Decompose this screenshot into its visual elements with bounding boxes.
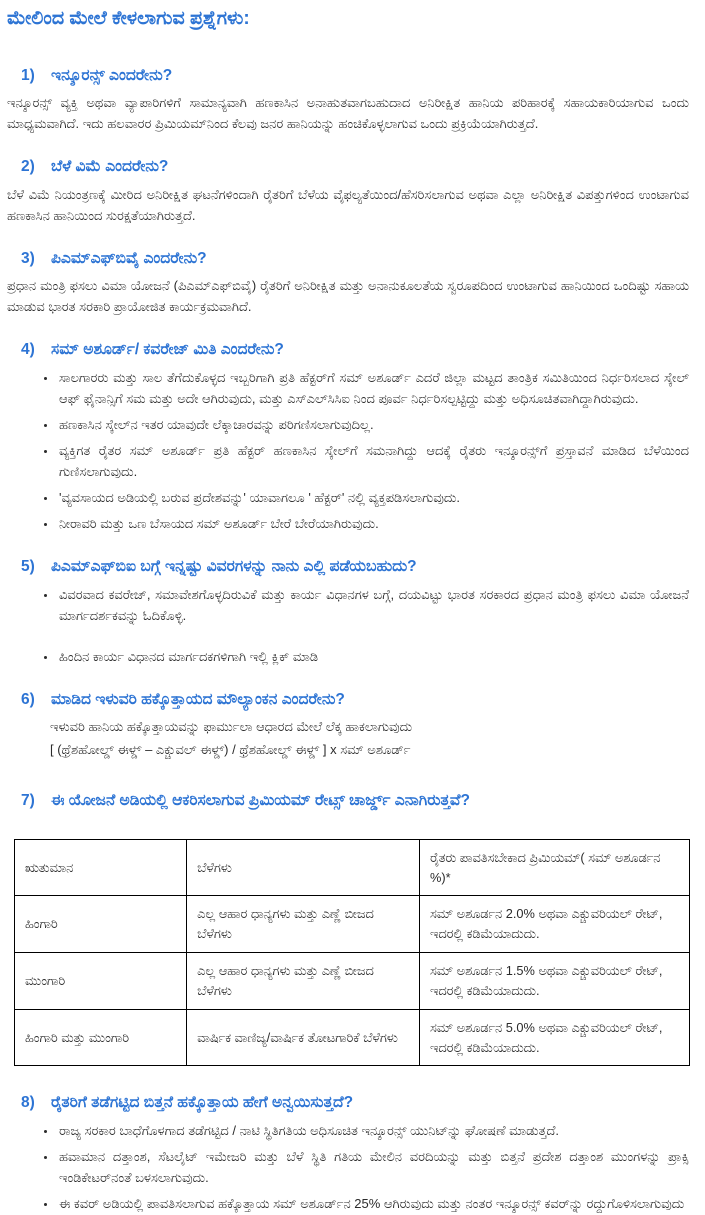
bullet-item: • ವ್ಯಕ್ತಿಗತ ರೈತರ ಸಮ್ ಅಶೂರ್ಡ್ ಪ್ರತಿ ಹೆಕ್ಟರ್ ಹಣಕಾಸಿನ ಸ್ಕೇಲ್‌ಗೆ ಸಮನಾಗಿದ್ದು ಆದಕ್ಕೆ ರೈತರು ಇನ್ಶೂರನ್ಸ್‌ಗೆ ಪ್ರಸ್ತಾವನೆ ಮಾಡಿದ ಬೆಳೆಯಿಂದ ಗುಣಿಸಲಾಗುವುದು.: [57, 440, 689, 482]
question-4-heading: [21, 339, 689, 361]
question-6-section: [7, 689, 689, 761]
question-number: 1): [21, 66, 35, 84]
premium-rates-table: [14, 839, 690, 1067]
table-row: [15, 896, 690, 953]
question-number: 4): [21, 341, 35, 359]
question-6-heading: [21, 689, 689, 711]
table-cell-premium: ಸಮ್ ಅಶೂರ್ಡನ 2.0% ಅಥವಾ ಎಕ್ಚುವರಿಯಲ್ ರೇಟ್, ಇದರಲ್ಲಿ ಕಡಿಮೆಯಾದುದು.: [420, 896, 690, 953]
table-cell-crops: ಎಲ್ಲ ಆಹಾರ ಧಾನ್ಯಗಳು ಮತ್ತು ಎಣ್ಣೆ ಬೀಜದ ಬೆಳೆಗಳು: [187, 953, 420, 1010]
answer-paragraph: ಬೆಳೆ ವಿಮೆ ನಿಯಂತ್ರಣಕ್ಕೆ ಮೀರಿದ ಅನಿರೀಕ್ಷಿತ ಘಟನೆಗಳಿಂದಾಗಿ ರೈತರಿಗೆ ಬೆಳೆಯ ವೈಫಲ್ಯತೆಯಿಂದ/ಹೆಸರಿಸಲಾಗುವ ಅಥವಾ ಎಲ್ಲಾ ಅನಿರೀಕ್ಷಿತ ವಿಪತ್ತುಗಳಿಂದ ಉಂಟಾಗುವ ಹಣಕಾಸಿನ ಹಾನಿಯಿಂದ ಸುರಕ್ಷತೆಯಾಗಿರುತ್ತದೆ.: [7, 186, 689, 223]
table-cell-season: ಮುಂಗಾರಿ: [15, 953, 187, 1010]
table-cell-crops: ವಾರ್ಷಿಕ ವಾಣಿಜ್ಯ/ವಾರ್ಷಿಕ ತೋಟಗಾರಿಕೆ ಬೆಳೆಗಳು: [187, 1009, 420, 1066]
question-text: ಮಾಡಿದ ಇಳುವರಿ ಹಕ್ಕೊತ್ತಾಯದ ಮೌಲ್ಯಾಂಕನ ಎಂದರೇನು?: [51, 690, 345, 708]
bullet-item: • ಈ ಕವರ್ ಅಡಿಯಲ್ಲಿ ಪಾವತಿಸಲಾಗುವ ಹಕ್ಕೊತ್ತಾಯ ಸಮ್ ಅಶೂರ್ಡ್‌ನ 25% ಆಗಿರುವುದು ಮತ್ತು ನಂತರ ಇನ್ಶೂರನ್ಸ್ ಕವರ್‌ನ್ನು ರದ್ದುಗೊಳಿಸಲಾಗುವುದು: [57, 1193, 689, 1214]
question-2-section: [7, 156, 689, 226]
page-title: ಮೇಲಿಂದ ಮೇಲೆ ಕೇಳಲಾಗುವ ಪ್ರಶ್ನೆಗಳು:: [7, 8, 250, 29]
question-1-heading: [21, 65, 689, 87]
question-3-section: [7, 248, 689, 318]
bullet-item: • ಹಣಕಾಸಿನ ಸ್ಕೇಲ್‌ನ ಇತರ ಯಾವುದೇ ಲೆಕ್ಕಾಚಾರವನ್ನು ಪರಿಗಣಿಸಲಾಗುವುದಿಲ್ಲ.: [57, 414, 689, 435]
question-5-section: [7, 556, 689, 667]
question-number: 7): [21, 792, 35, 810]
question-number: 5): [21, 558, 35, 576]
question-2-heading: [21, 156, 689, 178]
answer-paragraph: ಪ್ರಧಾನ ಮಂತ್ರಿ ಫಸಲು ವಿಮಾ ಯೋಜನೆ (ಪಿಎಮ್‌ಎಫ್‌ಬಿವೈ) ರೈತರಿಗೆ ಅನಿರೀಕ್ಷಿತ ಮತ್ತು ಅನಾನುಕೂಲತೆಯ ಸ್ವರೂಪದಿಂದ ಉಂಟಾಗುವ ಹಾನಿಯಿಂದ ಒಂದಿಷ್ಟು ಸಹಾಯ ಮಾಡುವ ಭಾರತ ಸರಕಾರಿ ಪ್ರಾಯೋಜಿತ ಕಾರ್ಯಕ್ರಮವಾಗಿದೆ.: [7, 278, 689, 315]
table-header-season: ಋತುಮಾನ: [15, 839, 187, 896]
bullet-item: • ರಾಜ್ಯ ಸರಕಾರ ಬಾಧೆಗೊಳಗಾದ ತಡೆಗಟ್ಟಿದ / ನಾಟಿ ಸ್ಥಿತಿಗತಿಯ ಅಧಿಸೂಚಿತ ಇನ್ಶೂರನ್ಸ್ ಯುನಿಟ್‌ನ್ನು ಘೋಷಣೆ ಮಾಡುತ್ತದೆ.: [57, 1120, 689, 1141]
question-text: ಇನ್ಶೂರನ್ಸ್ ಎಂದರೇನು?: [51, 66, 173, 84]
question-text: ಬೆಳೆ ವಿಮೆ ಎಂದರೇನು?: [51, 158, 169, 176]
click-here-link-text[interactable]: • ಹಿಂದಿನ ಕಾರ್ಯ ವಿಧಾನದ ಮಾರ್ಗದಕಗಳಿಗಾಗಿ ಇಲ್ಲಿ ಕ್ಲಿಕ್ ಮಾಡಿ: [57, 646, 689, 667]
question-text: ರೈತರಿಗೆ ತಡೆಗಟ್ಟಿದ ಬಿತ್ತನೆ ಹಕ್ಕೊತ್ತಾಯ ಹೇಗೆ ಅನ್ವಯಿಸುತ್ತದೆ?: [51, 1094, 354, 1112]
answer-paragraph: ಇನ್ಶೂರನ್ಸ್ ವ್ಯಕ್ತಿ ಅಥವಾ ವ್ಯಾಪಾರಿಗಳಿಗೆ ಸಾಮಾನ್ಯವಾಗಿ ಹಣಕಾಸಿನ ಅನಾಹುತವಾಗಬಹುದಾದ ಅನಿರೀಕ್ಷಿತ ಹಾನಿಯ ಪರಿಹಾರಕ್ಕೆ ಸಹಾಯಕಾರಿಯಾಗುವ ಒಂದು ಮಾಧ್ಯಮವಾಗಿದೆ. ಇದು ಹಲವಾರರ ಪ್ರಿಮಿಯಮ್‌ನಿಂದ ಕೆಲವು ಜನರ ಹಾನಿಯನ್ನು ಹಂಚಿಕೊಳ್ಳಲಾಗುವ ಒಂದು ಪ್ರಕ್ರಿಯೆಯಾಗಿರುತ್ತದೆ.: [7, 95, 689, 132]
answer-bullet-list: [7, 367, 689, 534]
answer-bullet-list: [7, 1120, 689, 1214]
question-number: 8): [21, 1094, 35, 1112]
table-cell-premium: ಸಮ್ ಅಶೂರ್ಡನ 5.0% ಅಥವಾ ಎಕ್ಚುವರಿಯಲ್ ರೇಟ್, ಇದರಲ್ಲಿ ಕಡಿಮೆಯಾದುದು.: [420, 1009, 690, 1066]
bullet-item: • ನೀರಾವರಿ ಮತ್ತು ಒಣ ಬೆಸಾಯದ ಸಮ್ ಅಶೂರ್ಡ್ ಬೇರೆ ಬೇರೆಯಾಗಿರುವುದು.: [57, 513, 689, 534]
question-5-heading: [21, 556, 689, 578]
question-text: ಸಮ್ ಅಶೂರ್ಡ್/ ಕವರೇಜ್ ಮಿತಿ ಎಂದರೇನು?: [51, 341, 284, 359]
table-row: [15, 1009, 690, 1066]
table-row: [15, 953, 690, 1010]
question-text: ಈ ಯೋಜನೆ ಅಡಿಯಲ್ಲಿ ಆಕರಿಸಲಾಗುವ ಪ್ರಿಮಿಯಮ್ ರೇಟ್ಸ್ ಚಾರ್ಜ್ಡ್ ಎನಾಗಿರುತ್ತವೆ?: [51, 792, 470, 810]
answer-paragraph: ಇಳುವರಿ ಹಾನಿಯ ಹಕ್ಕೊತ್ತಾಯವನ್ನು ಫಾರ್ಮುಲಾ ಆಧಾರದ ಮೇಲೆ ಲೆಕ್ಕ ಹಾಕಲಾಗುವುದು: [50, 719, 413, 735]
answer-bullet-list: [7, 584, 689, 667]
question-number: 3): [21, 249, 35, 267]
question-text: ಪಿಎಮ್‌ಎಫ್‌ಬಿವೈ ಎಂದರೇನು?: [51, 249, 207, 267]
bullet-item: • ಹವಾಮಾನ ದತ್ತಾಂಶ, ಸೆಟಲೈಟ್ ಇಮೇಜರಿ ಮತ್ತು ಬೆಳೆ ಸ್ಥಿತಿ ಗತಿಯ ಮೇಲಿನ ವರದಿಯನ್ನು ಮತ್ತು ಬಿತ್ತನೆ ಪ್ರದೇಶ ದತ್ತಾಂಶ ಮುಂಗಳನ್ನು ಪ್ರಾಕ್ಸಿ ಇಂಡಿಕೇಟರ್‌ನಂತೆ ಬಳಸಲಾಗುವುದು.: [57, 1146, 689, 1188]
table-header-crops: ಬೆಳೆಗಳು: [187, 839, 420, 896]
question-8-heading: [21, 1092, 689, 1114]
table-header-premium: ರೈತರು ಪಾವತಿಸಬೇಕಾದ ಪ್ರಿಮಿಯಮ್( ಸಮ್ ಅಶೂರ್ಡನ %)*: [420, 839, 690, 896]
question-number: 2): [21, 158, 35, 176]
table-cell-season: ಹಿಂಗಾರಿ: [15, 896, 187, 953]
question-8-section: [7, 1092, 689, 1214]
table-header-row: [15, 839, 690, 896]
question-4-section: [7, 339, 689, 534]
bullet-item: • 'ವ್ಯವಸಾಯದ ಅಡಿಯಲ್ಲಿ ಬರುವ ಪ್ರದೇಶವನ್ನು' ಯಾವಾಗಲೂ ' ಹೆಕ್ಟರ್' ನಲ್ಲಿ ವ್ಯಕ್ತಪಡಿಸಲಾಗುವುದು.: [57, 487, 689, 508]
claim-formula: [ (ಥ್ರೆಶಹೋಲ್ಡ್ ಈಳ್ಡ್ – ಎಕ್ಚುವಲ್ ಈಳ್ಡ್) / ಥ್ರೆಶಹೋಲ್ಡ್ ಈಳ್ಡ್ ] x ಸಮ್ ಅಶೂರ್ಡ್: [50, 742, 411, 758]
bullet-item: • ಸಾಲಗಾರರು ಮತ್ತು ಸಾಲ ತೆಗೆದುಕೊಳ್ಳದ ಇಬ್ಬರಿಗಾಗಿ ಪ್ರತಿ ಹೆಕ್ಟರ್‌ಗೆ ಸಮ್ ಅಶೂರ್ಡ್ ಎದರೆ ಜಿಲ್ಲಾ ಮಟ್ಟದ ತಾಂತ್ರಿಕ ಸಮಿತಿಯಿಂದ ನಿರ್ಧರಿಸಲಾದ ಸ್ಕೇಲ್ ಆಫ್ ಫೈನಾನ್ಸಿಗೆ ಸಮ ಮತ್ತು ಅದೇ ಆಗಿರುವುದು, ಮತ್ತು ಎಸ್‌ಎಲ್‌ಸಿಸಿಐ ನಿಂದ ಪೂರ್ವ ನಿರ್ಧರಿಸಲ್ಪಟ್ಟಿದ್ದು ಮತ್ತು ಅಧಿಸೂಚಿತವಾಗಿದ್ದಾಗಿರುವುದು.: [57, 367, 689, 409]
table-cell-premium: ಸಮ್ ಅಶೂರ್ಡನ 1.5% ಅಥವಾ ಎಕ್ಚುವರಿಯಲ್ ರೇಟ್, ಇದರಲ್ಲಿ ಕಡಿಮೆಯಾದುದು.: [420, 953, 690, 1010]
question-7-section: [7, 790, 689, 1066]
bullet-item: • ವಿವರವಾದ ಕವರೇಜ್, ಸಮಾವೇಶಗೊಳ್ಳದಿರುವಿಕೆ ಮತ್ತು ಕಾರ್ಯ ವಿಧಾನಗಳ ಬಗ್ಗೆ, ದಯವಿಟ್ಟು ಭಾರತ ಸರಕಾರದ ಪ್ರಧಾನ ಮಂತ್ರಿ ಫಸಲು ವಿಮಾ ಯೋಜನೆ ಮಾರ್ಗದರ್ಶಕವನ್ನು ಓದಿಕೊಳ್ಳಿ.: [57, 584, 689, 626]
table-cell-crops: ಎಲ್ಲ ಆಹಾರ ಧಾನ್ಯಗಳು ಮತ್ತು ಎಣ್ಣೆ ಬೀಜದ ಬೆಳೆಗಳು: [187, 896, 420, 953]
question-7-heading: [21, 790, 689, 812]
question-1-section: [7, 65, 689, 135]
table-cell-season: ಹಿಂಗಾರಿ ಮತ್ತು ಮುಂಗಾರಿ: [15, 1009, 187, 1066]
question-number: 6): [21, 690, 35, 708]
question-3-heading: [21, 248, 689, 270]
question-text: ಪಿಎಮ್‌ಎಫ್‌ಬಿಐ ಬಗ್ಗೆ ಇನ್ನಷ್ಟು ವಿವರಗಳನ್ನು ನಾನು ಎಲ್ಲಿ ಪಡೆಯಬಹುದು?: [51, 558, 417, 576]
